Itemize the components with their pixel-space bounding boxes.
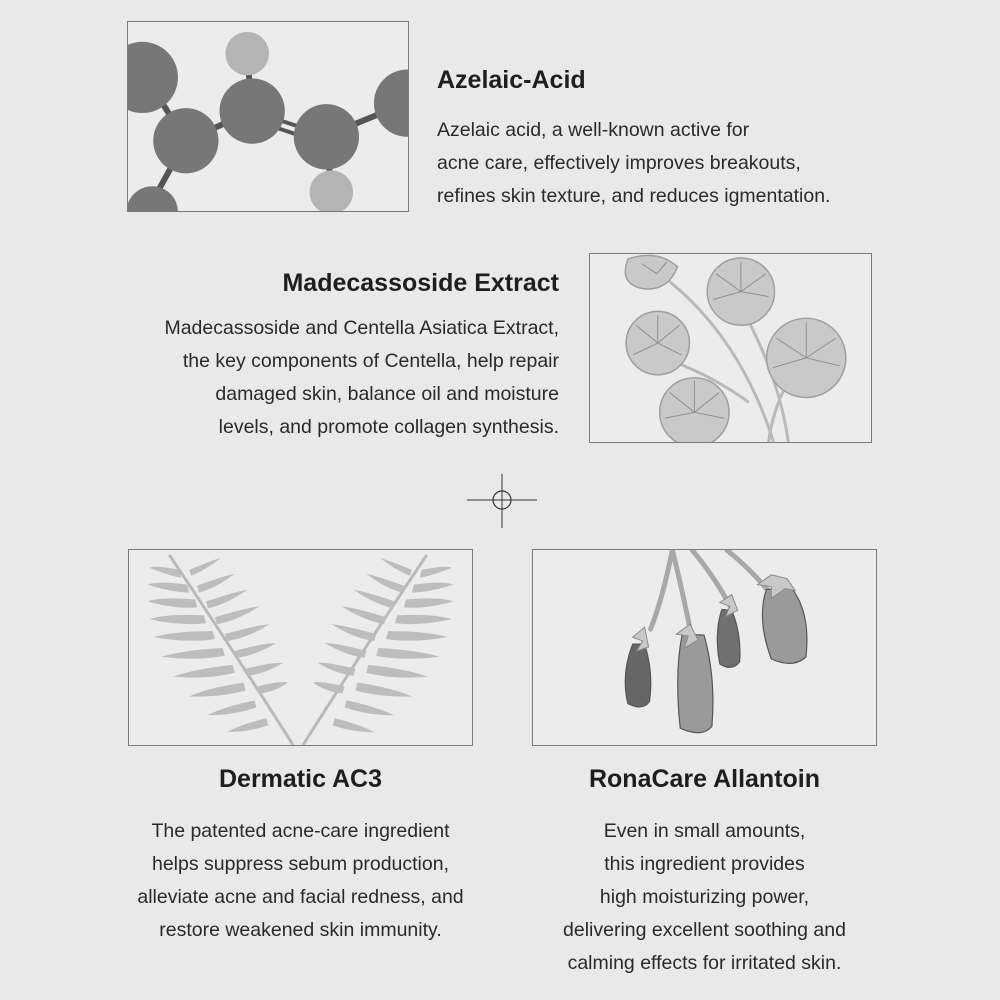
description-line: alleviate acne and facial redness, and [137,886,464,908]
description-line: The patented acne-care ingredient [151,820,450,842]
description-line: calming effects for irritated skin. [567,952,842,974]
section-title-azelaic-acid: Azelaic-Acid [437,66,586,94]
description-line: Even in small amounts, [603,820,806,842]
description-line: high moisturizing power, [599,886,810,908]
description-line: acne care, effectively improves breakouts, [437,152,801,174]
centella-leaf-illustration [589,253,872,443]
fern-illustration [128,549,473,746]
fern-graphic [129,550,472,745]
description-line: Madecassoside and Centella Asiatica Extract, [164,317,559,339]
molecule-illustration [127,21,409,212]
section-description-ronacare-allantoin [502,815,907,980]
section-description-azelaic-acid [437,114,830,213]
description-line: refines skin texture, and reduces igmentation. [437,185,831,207]
description-line: the key components of Centella, help repair [182,350,559,372]
section-title-madecassoside: Madecassoside Extract [282,269,559,297]
description-line: this ingredient provides [604,853,805,875]
centella-graphic [590,254,871,442]
molecule-graphic [128,22,408,211]
section-description-dermatic-ac3 [100,815,501,947]
comfrey-flower-illustration [532,549,877,746]
description-line: helps suppress sebum production, [151,853,449,875]
section-description-madecassoside [164,312,559,444]
section-title-dermatic-ac3: Dermatic AC3 [218,765,383,793]
description-line: delivering excellent soothing and [563,919,846,941]
description-line: restore weakened skin immunity. [159,919,442,941]
description-line: damaged skin, balance oil and moisture [215,383,559,405]
description-line: Azelaic acid, a well-known active for [437,119,750,141]
description-line: levels, and promote collagen synthesis. [218,416,559,438]
comfrey-graphic [533,550,876,745]
section-title-ronacare-allantoin: RonaCare Allantoin [588,765,821,793]
crosshair-icon [467,474,537,528]
